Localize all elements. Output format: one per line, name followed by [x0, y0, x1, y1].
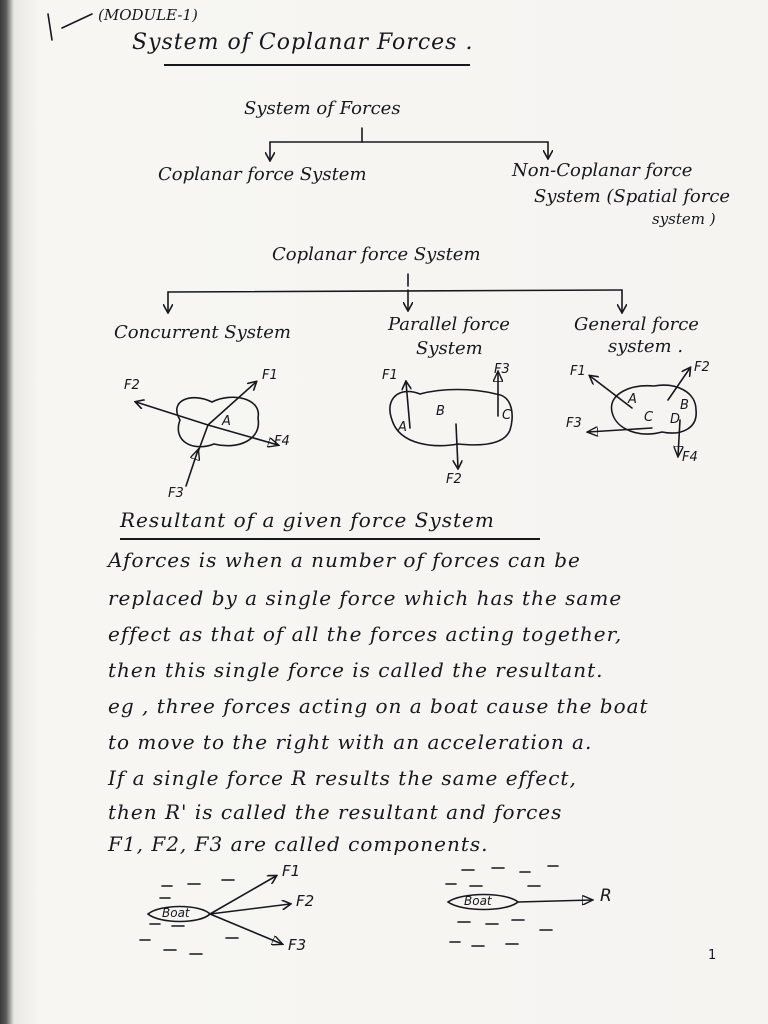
tree1-right-1: Non-Coplanar force	[512, 160, 693, 181]
general-f2	[668, 368, 690, 400]
tree1-left: Coplanar force System	[158, 164, 367, 185]
general-label-f1: F1	[570, 364, 586, 379]
concurrent-body	[177, 397, 259, 446]
concurrent-f3	[186, 450, 198, 486]
concurrent-label-f2: F2	[124, 378, 140, 393]
water-dash-2	[446, 866, 558, 946]
concurrent-f4	[208, 425, 278, 445]
body-line-6: to move to the right with an acceleration a.	[108, 730, 593, 754]
body-line-1: Aforces is when a number of forces can be	[108, 548, 581, 572]
tree2-left: Concurrent System	[114, 322, 291, 343]
body-line-8: then R' is called the resultant and forces	[108, 800, 563, 824]
tree2-right-1: General force	[574, 314, 699, 335]
boat2-label: Boat	[464, 894, 492, 908]
parallel-f2	[456, 424, 458, 468]
boat1-f3	[210, 914, 282, 944]
concurrent-f2	[136, 402, 208, 425]
parallel-body	[390, 390, 512, 446]
module-label: (MODULE-1)	[98, 6, 198, 24]
concurrent-label-f4: F4	[274, 434, 290, 449]
body-line-9: F1, F2, F3 are called components.	[108, 832, 489, 856]
general-label-c: C	[644, 410, 654, 425]
parallel-label-f2: F2	[446, 472, 462, 487]
body-line-7: If a single force R results the same effect,	[108, 766, 577, 790]
general-label-f4: F4	[682, 450, 698, 465]
boat1-label: Boat	[162, 906, 190, 920]
general-label-b: B	[680, 398, 689, 413]
boat1-label-f3: F3	[288, 936, 307, 954]
boat2-resultant	[518, 900, 592, 902]
tree1-right-2: System (Spatial force	[534, 186, 731, 207]
tree1-right-3: system )	[652, 210, 716, 228]
body-line-3: effect as that of all the forces acting together,	[108, 622, 623, 646]
page-title: System of Coplanar Forces .	[132, 30, 474, 55]
tree2-branch	[168, 290, 622, 292]
concurrent-label-f3: F3	[168, 486, 184, 501]
tree2-mid-2: System	[416, 338, 483, 359]
section-heading: Resultant of a given force System	[120, 508, 495, 532]
general-f1	[590, 376, 632, 408]
tree2-root: Coplanar force System	[272, 244, 481, 265]
parallel-label-a: A	[398, 420, 407, 435]
boat1-label-f1: F1	[282, 862, 301, 880]
concurrent-f1	[208, 382, 256, 425]
concurrent-label-f1: F1	[262, 368, 278, 383]
boat1-f1	[210, 876, 276, 914]
tree1-root: System of Forces	[244, 98, 401, 119]
parallel-label-f3: F3	[494, 362, 510, 377]
general-label-d: D	[670, 412, 681, 427]
boat1-label-f2: F2	[296, 892, 315, 910]
concurrent-f3-line	[198, 425, 208, 452]
title-underline	[164, 64, 470, 66]
general-label-f2: F2	[694, 360, 710, 375]
parallel-label-b: B	[436, 404, 445, 419]
margin-tick-1	[48, 14, 52, 40]
section-underline	[120, 538, 540, 540]
general-label-f3: F3	[566, 416, 582, 431]
general-f3	[588, 428, 652, 432]
body-line-2: replaced by a single force which has the same	[108, 586, 623, 610]
page-number: 1	[708, 948, 717, 963]
body-line-4: then this single force is called the resultant.	[108, 658, 604, 682]
concurrent-label-a: A	[222, 414, 231, 429]
tree2-right-2: system .	[608, 336, 684, 357]
margin-tick-2	[62, 14, 92, 28]
boat2-label-r: R	[600, 886, 612, 906]
boat1-f2	[210, 904, 290, 914]
body-line-5: eg , three forces acting on a boat cause the boat	[108, 694, 649, 718]
tree2-mid-1: Parallel force	[388, 314, 510, 335]
general-label-a: A	[628, 392, 637, 407]
parallel-label-c: C	[502, 408, 512, 423]
parallel-label-f1: F1	[382, 368, 398, 383]
